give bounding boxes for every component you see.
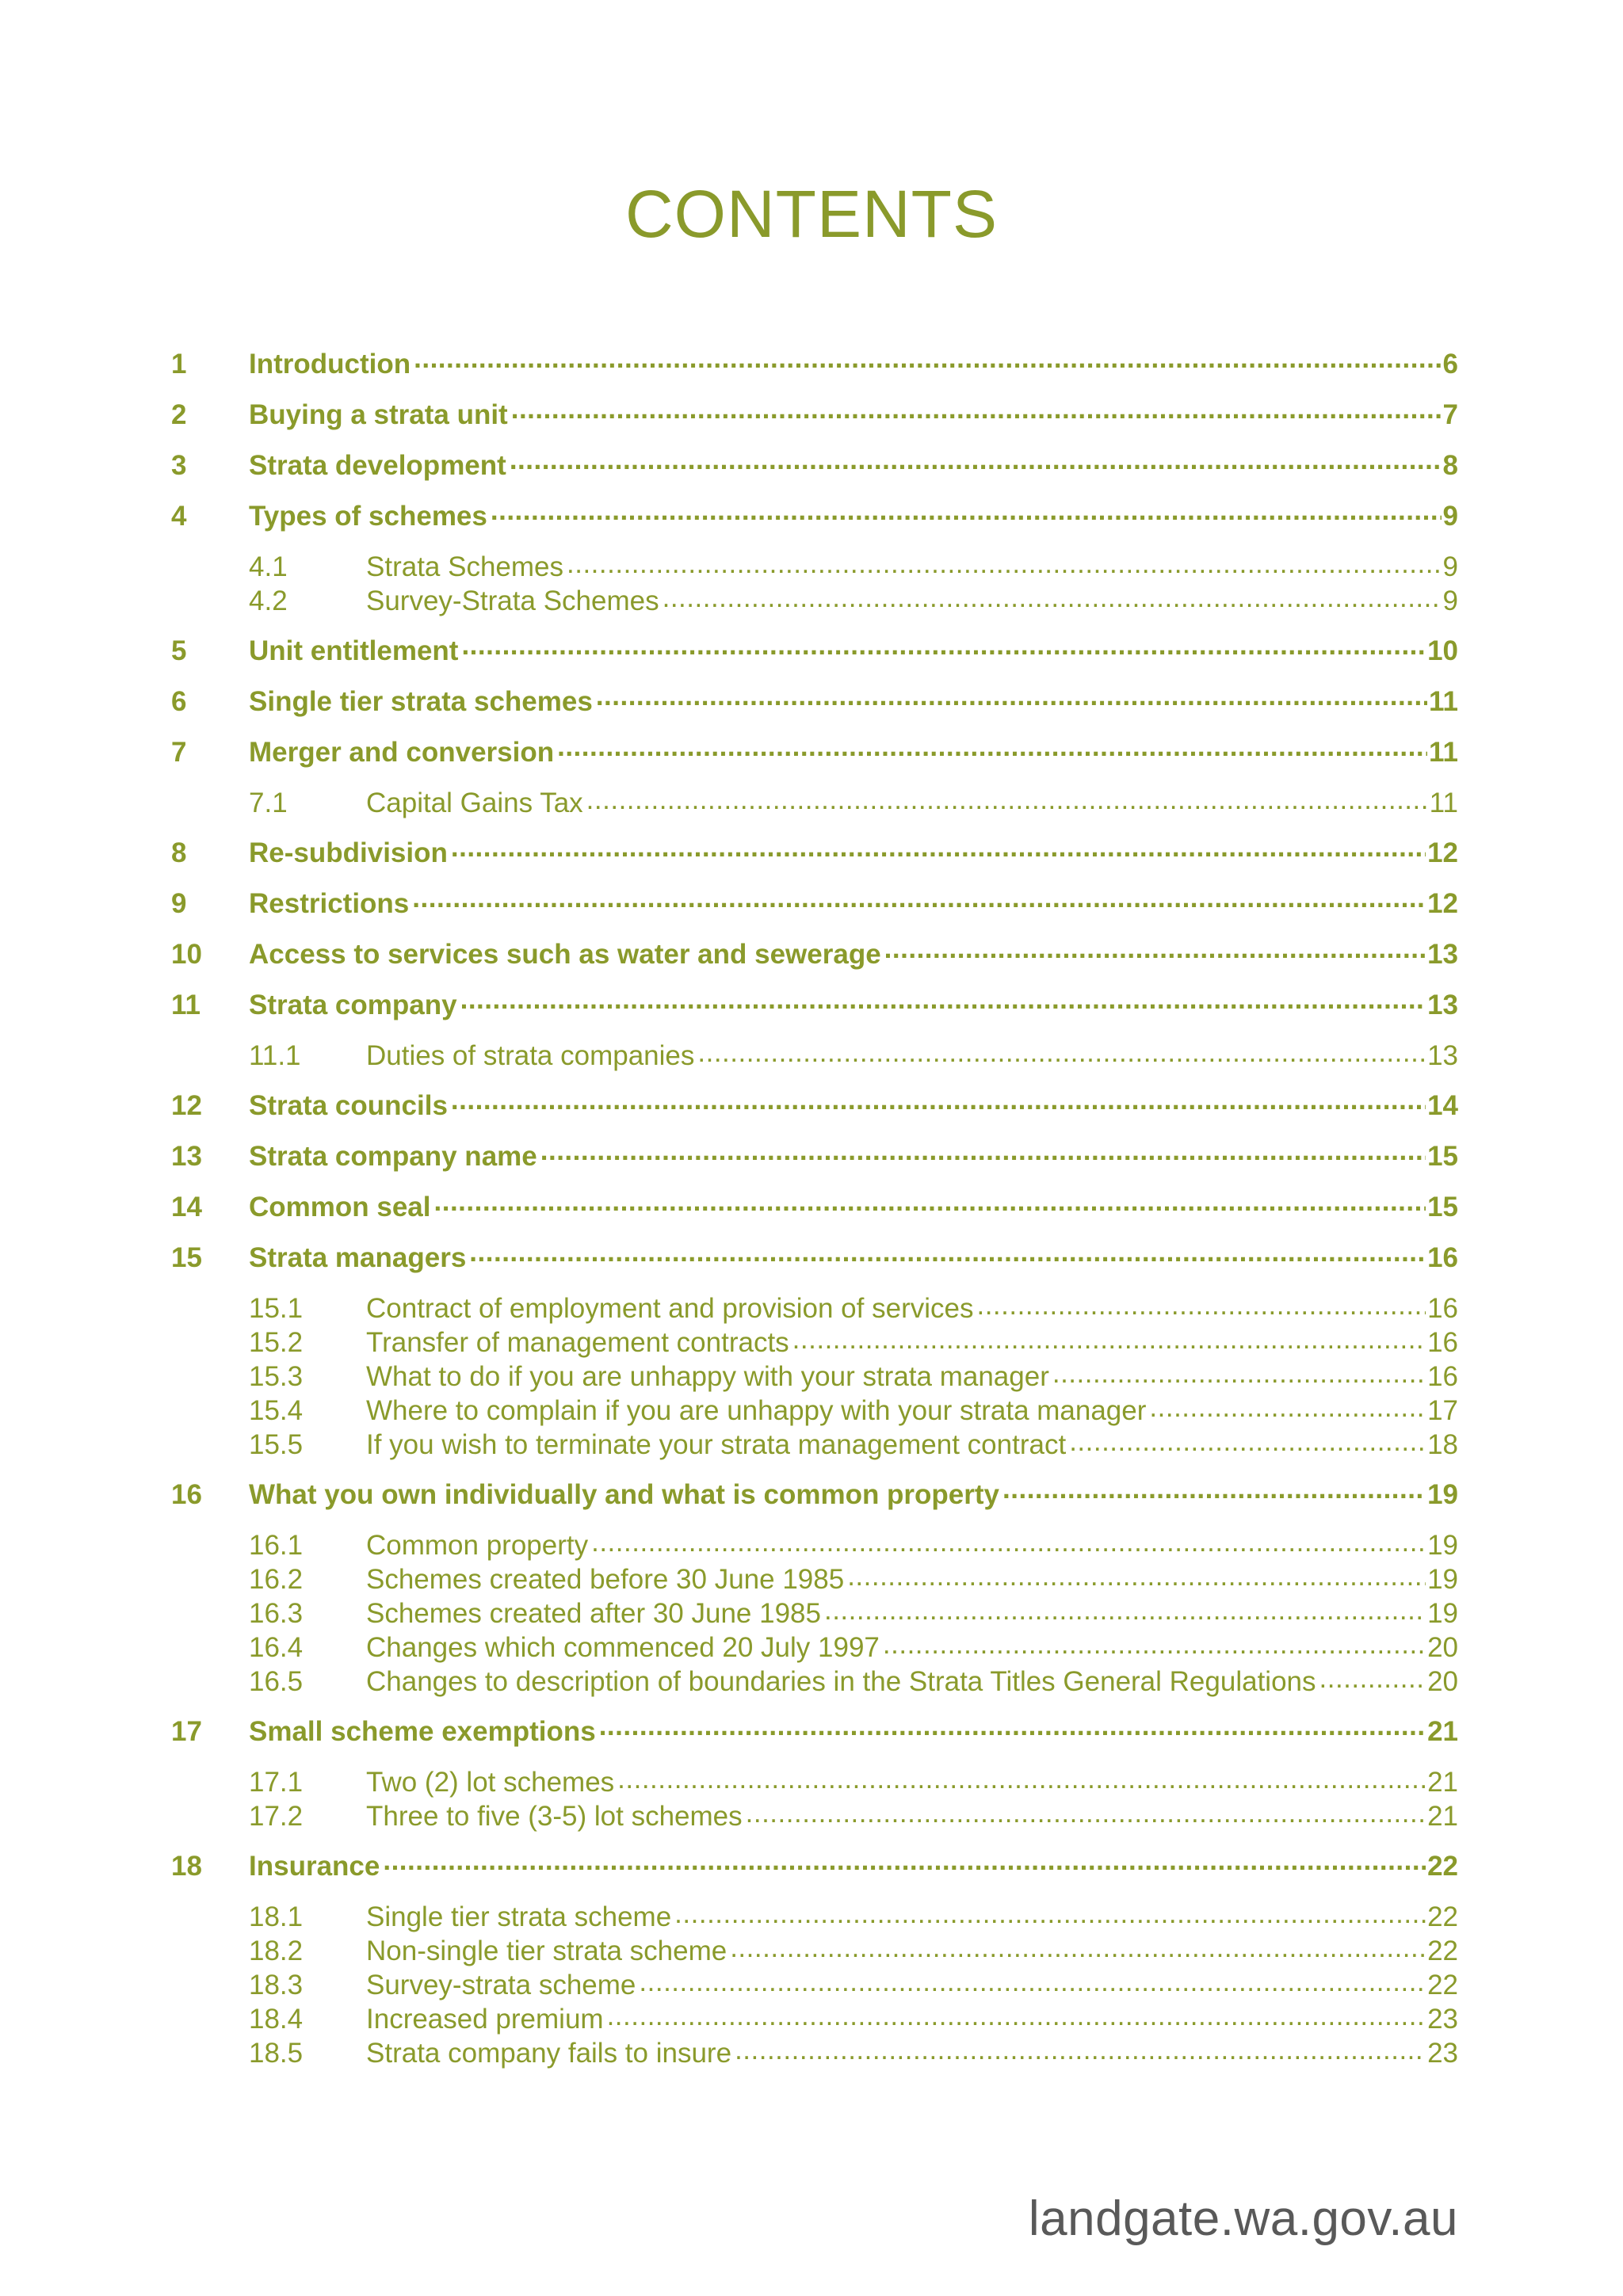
toc-entry-title: Single tier strata scheme [366,1901,672,1932]
dot-leader [557,734,1427,761]
toc-entry-page: 16 [1427,1293,1458,1324]
dot-leader [451,834,1426,862]
toc-entry-number: 12 [171,1090,202,1121]
table-of-contents [171,345,1458,2069]
toc-entry-title: Common property [366,1530,589,1561]
toc-entry-page: 15 [1427,1141,1458,1172]
toc-entry-page: 10 [1427,635,1458,666]
toc-entry[interactable] [171,1713,1458,1764]
dot-leader [510,447,1442,475]
toc-entry-title: Buying a strata unit [249,399,508,430]
toc-entry-title: Merger and conversion [249,737,555,768]
toc-entry-page: 8 [1442,450,1458,481]
toc-entry[interactable] [171,1848,1458,1898]
dot-leader [792,1324,1426,1352]
toc-entry-title: Survey-strata scheme [366,1970,636,2000]
toc-entry[interactable] [171,885,1458,936]
toc-subentry[interactable] [171,1798,1458,1832]
toc-subentry[interactable] [171,1527,1458,1561]
dot-leader [639,1966,1426,1994]
footer-url: landgate.wa.gov.au [1028,2191,1458,2246]
toc-entry-page: 16 [1427,1327,1458,1358]
dot-leader [884,936,1426,963]
toc-subentry[interactable] [171,1358,1458,1392]
dot-leader [414,345,1441,373]
toc-entry-title: Strata councils [249,1090,448,1121]
toc-entry-title: Schemes created after 30 June 1985 [366,1598,821,1629]
dot-leader [596,683,1427,711]
toc-entry-page: 16 [1427,1361,1458,1392]
toc-entry-page: 9 [1442,551,1458,582]
dot-leader [451,1087,1426,1115]
toc-subentry[interactable] [171,548,1458,582]
dot-leader [1052,1358,1426,1386]
toc-entry-title: Strata company name [249,1141,537,1172]
toc-entry-number: 15 [171,1242,202,1273]
toc-entry-title: Strata company [249,990,457,1020]
toc-entry[interactable] [171,447,1458,498]
toc-entry-page: 11 [1429,686,1458,717]
toc-entry-number: 18 [171,1851,202,1882]
dot-leader [540,1138,1426,1165]
toc-subentry[interactable] [171,1037,1458,1071]
toc-entry-title: Strata managers [249,1242,467,1273]
toc-entry-page: 23 [1427,2038,1458,2069]
toc-entry-number: 18.5 [249,2038,304,2069]
toc-entry-number: 16.1 [249,1530,304,1561]
toc-entry-number: 2 [171,399,187,430]
toc-entry-page: 12 [1427,888,1458,919]
toc-entry-title: Increased premium [366,2004,604,2035]
toc-entry-number: 11.1 [249,1040,301,1071]
toc-entry-number: 15.3 [249,1361,304,1392]
toc-entry-page: 21 [1427,1716,1458,1747]
toc-entry[interactable] [171,345,1458,396]
toc-entry-page: 13 [1427,939,1458,970]
toc-entry[interactable] [171,1476,1458,1527]
dot-leader [1002,1476,1426,1504]
dot-leader [412,885,1426,913]
toc-entry-number: 14 [171,1192,202,1222]
toc-entry-title: Strata Schemes [366,551,563,582]
dot-leader [735,2035,1426,2062]
toc-entry-title: Transfer of management contracts [366,1327,789,1358]
toc-entry-page: 20 [1427,1632,1458,1663]
toc-entry-number: 9 [171,888,187,919]
toc-entry[interactable] [171,632,1458,683]
dot-leader [460,986,1426,1014]
toc-subentry[interactable] [171,1392,1458,1426]
dot-leader [617,1764,1426,1791]
toc-entry-page: 20 [1427,1666,1458,1697]
toc-entry-page: 19 [1427,1530,1458,1561]
toc-entry-title: Introduction [249,349,411,379]
toc-entry-page: 6 [1442,349,1458,379]
toc-entry[interactable] [171,1138,1458,1188]
toc-subentry[interactable] [171,1324,1458,1358]
toc-entry-title: Changes which commenced 20 July 1997 [366,1632,880,1663]
toc-entry-number: 5 [171,635,187,666]
toc-subentry[interactable] [171,1966,1458,2000]
dot-leader [511,396,1442,424]
toc-entry-page: 9 [1442,501,1458,532]
toc-subentry[interactable] [171,1290,1458,1324]
toc-entry-page: 21 [1427,1767,1458,1798]
dot-leader [1069,1426,1426,1454]
dot-leader [461,632,1426,660]
dot-leader [1149,1392,1426,1420]
toc-entry-page: 11 [1429,788,1458,818]
dot-leader [567,548,1442,576]
toc-entry-page: 16 [1427,1242,1458,1273]
toc-entry[interactable] [171,498,1458,548]
toc-entry-page: 22 [1427,1970,1458,2000]
toc-entry[interactable] [171,1087,1458,1138]
toc-entry-title: Survey-Strata Schemes [366,585,659,616]
dot-leader [591,1527,1426,1554]
toc-entry-number: 18.2 [249,1936,304,1966]
toc-entry-number: 17.2 [249,1801,304,1832]
dot-leader [491,498,1442,525]
toc-entry-number: 6 [171,686,187,717]
toc-entry-page: 22 [1427,1851,1458,1882]
toc-entry-title: Access to services such as water and sewerage [249,939,881,970]
dot-leader [746,1798,1426,1825]
toc-entry-number: 4.1 [249,551,288,582]
toc-entry-title: Two (2) lot schemes [366,1767,615,1798]
toc-entry-title: Schemes created before 30 June 1985 [366,1564,845,1595]
toc-entry-page: 22 [1427,1936,1458,1966]
toc-entry-number: 11 [171,990,200,1020]
toc-entry-page: 11 [1429,737,1458,768]
toc-entry-number: 15.5 [249,1429,304,1460]
toc-subentry[interactable] [171,1663,1458,1697]
toc-entry-number: 7 [171,737,187,768]
toc-subentry[interactable] [171,784,1458,818]
toc-entry-number: 7.1 [249,788,288,818]
toc-entry-page: 13 [1427,1040,1458,1071]
toc-entry-number: 16.3 [249,1598,304,1629]
toc-entry-title: Common seal [249,1192,431,1222]
toc-entry[interactable] [171,834,1458,885]
toc-entry-number: 17 [171,1716,202,1747]
toc-entry-title: Contract of employment and provision of services [366,1293,974,1324]
toc-entry-title: Restrictions [249,888,410,919]
toc-entry-number: 18.1 [249,1901,304,1932]
toc-entry-page: 19 [1427,1564,1458,1595]
toc-entry-page: 14 [1427,1090,1458,1121]
toc-entry-title: What to do if you are unhappy with your strata manager [366,1361,1049,1392]
toc-subentry[interactable] [171,2000,1458,2035]
toc-subentry[interactable] [171,2035,1458,2069]
dot-leader [883,1629,1426,1657]
dot-leader [697,1037,1426,1065]
dot-leader [976,1290,1426,1318]
toc-entry-title: What you own individually and what is common property [249,1479,1000,1510]
toc-subentry[interactable] [171,1898,1458,1932]
toc-entry-number: 16.5 [249,1666,304,1697]
dot-leader [586,784,1428,812]
toc-entry-page: 7 [1442,399,1458,430]
dot-leader [607,2000,1426,2028]
toc-entry-number: 10 [171,939,202,970]
dot-leader [730,1932,1426,1960]
toc-entry-number: 16 [171,1479,202,1510]
toc-subentry[interactable] [171,1561,1458,1595]
toc-entry-title: Insurance [249,1851,380,1882]
toc-entry[interactable] [171,396,1458,447]
toc-entry[interactable] [171,683,1458,734]
toc-subentry[interactable] [171,1629,1458,1663]
toc-entry[interactable] [171,986,1458,1037]
toc-entry-page: 18 [1427,1429,1458,1460]
toc-entry-title: Small scheme exemptions [249,1716,596,1747]
toc-subentry[interactable] [171,582,1458,616]
toc-entry-number: 3 [171,450,187,481]
toc-entry-page: 19 [1427,1598,1458,1629]
toc-entry-title: Non-single tier strata scheme [366,1936,727,1966]
toc-entry-number: 16.2 [249,1564,304,1595]
dot-leader [824,1595,1426,1623]
toc-subentry[interactable] [171,1932,1458,1966]
toc-entry-number: 1 [171,349,187,379]
toc-entry-number: 15.1 [249,1293,304,1324]
toc-entry-page: 17 [1427,1395,1458,1426]
toc-subentry[interactable] [171,1764,1458,1798]
toc-entry-title: Types of schemes [249,501,487,532]
toc-entry-number: 18.4 [249,2004,304,2035]
toc-entry-page: 9 [1442,585,1458,616]
toc-entry-title: Strata development [249,450,506,481]
toc-entry-number: 8 [171,837,187,868]
toc-entry-title: Unit entitlement [249,635,459,666]
toc-entry-page: 15 [1427,1192,1458,1222]
toc-entry-title: Capital Gains Tax [366,788,583,818]
toc-entry-number: 15.4 [249,1395,304,1426]
toc-entry-page: 13 [1427,990,1458,1020]
toc-entry-page: 23 [1427,2004,1458,2035]
toc-entry-number: 4 [171,501,187,532]
dot-leader [674,1898,1426,1926]
toc-entry[interactable] [171,734,1458,784]
toc-entry-title: Where to complain if you are unhappy with your strata manager [366,1395,1147,1426]
toc-entry-title: If you wish to terminate your strata management contract [366,1429,1067,1460]
toc-entry-page: 19 [1427,1479,1458,1510]
dot-leader [663,582,1442,610]
toc-entry[interactable] [171,936,1458,986]
dot-leader [599,1713,1426,1741]
toc-entry-title: Single tier strata schemes [249,686,593,717]
toc-entry-number: 17.1 [249,1767,304,1798]
toc-subentry[interactable] [171,1426,1458,1460]
toc-entry-number: 13 [171,1141,202,1172]
toc-entry-title: Re-subdivision [249,837,448,868]
toc-subentry[interactable] [171,1595,1458,1629]
toc-entry-title: Duties of strata companies [366,1040,695,1071]
dot-leader [383,1848,1426,1875]
toc-entry-title: Three to five (3-5) lot schemes [366,1801,743,1832]
toc-entry[interactable] [171,1188,1458,1239]
toc-entry-number: 18.3 [249,1970,304,2000]
toc-entry-number: 15.2 [249,1327,304,1358]
dot-leader [847,1561,1426,1589]
toc-entry-page: 21 [1427,1801,1458,1832]
dot-leader [1319,1663,1426,1691]
page-title: CONTENTS [625,177,998,251]
dot-leader [469,1239,1426,1267]
toc-entry-title: Strata company fails to insure [366,2038,732,2069]
toc-entry[interactable] [171,1239,1458,1290]
toc-entry-page: 12 [1427,837,1458,868]
toc-entry-title: Changes to description of boundaries in the Strata Titles General Regulations [366,1666,1316,1697]
toc-entry-number: 4.2 [249,585,288,616]
toc-entry-number: 16.4 [249,1632,304,1663]
toc-entry-page: 22 [1427,1901,1458,1932]
dot-leader [434,1188,1426,1216]
